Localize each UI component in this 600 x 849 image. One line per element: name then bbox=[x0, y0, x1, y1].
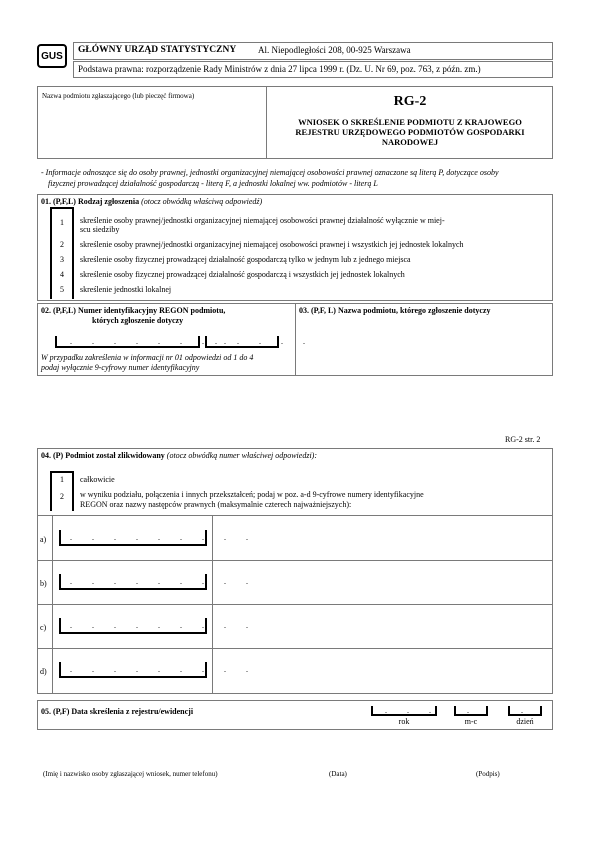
section-05-title: 05. (P,F) Data skreślenia z rejestru/ewidencji bbox=[41, 707, 194, 716]
option-01-2-number[interactable]: 2 bbox=[60, 240, 64, 249]
date-month-label: m-c bbox=[464, 717, 478, 726]
section-01-bracket-top bbox=[50, 207, 74, 209]
option-01-1-text2: scu siedziby bbox=[80, 225, 120, 234]
section-04-hint: (otocz obwódką numer właściwej odpowiedzi): bbox=[166, 451, 317, 460]
successor-c-name-field[interactable] bbox=[213, 605, 552, 648]
date-day-dots: . bbox=[521, 706, 532, 715]
section-04-title: 04. (P) Podmiot został zlikwidowany bbox=[41, 451, 165, 460]
option-01-4-number[interactable]: 4 bbox=[60, 270, 64, 279]
section-01-title: 01. (P,F,L) Rodzaj zgłoszenia bbox=[41, 197, 140, 206]
option-01-1-text: skreślenie osoby prawnej/jednostki organizacyjnej niemającej osobowości prawnej działalność wyłącznie w miej- bbox=[80, 216, 445, 225]
info-note-line2: fizycznej prowadzącej działalność gospodarczą - literą F, a jednostki lokalnej ww. podmiotów - literą L bbox=[48, 179, 378, 188]
legal-basis: Podstawa prawna: rozporządzenie Rady Ministrów z dnia 27 lipca 1999 r. (Dz. U. Nr 69, poz. 763, z późn. zm.) bbox=[78, 64, 481, 74]
section-01-hint: (otocz obwódką właściwą odpowiedź) bbox=[141, 197, 263, 206]
option-01-3-text: skreślenie osoby fizycznej prowadzącej działalność gospodarczą tylko w jednym lub z jednego miejsca bbox=[80, 255, 411, 264]
gus-logo-text: GUS bbox=[41, 50, 63, 62]
successor-a-dots: . . . . . . . . . bbox=[70, 533, 257, 542]
date-year-label: rok bbox=[398, 717, 410, 726]
date-year-dots: . . . bbox=[385, 706, 440, 715]
signature-date-label: (Data) bbox=[329, 770, 347, 778]
section-02-title1: 02. (P,F,L) Numer identyfikacyjny REGON podmiotu, bbox=[41, 306, 226, 315]
option-04-2-text2: REGON oraz nazwy następców prawnych (maksymalnie czterech najważniejszych): bbox=[80, 500, 352, 509]
section-02-title2: których zgłoszenie dotyczy bbox=[92, 316, 184, 325]
option-01-2-text: skreślenie osoby prawnej/jednostki organizacyjnej niemającej osobowości prawnej i wszystkich jej jednostek lokalnych bbox=[80, 240, 464, 249]
option-01-4-text: skreślenie osoby fizycznej prowadzącej działalność gospodarczą i wszystkich jej jednostek lokalnych bbox=[80, 270, 405, 279]
form-code: RG-2 bbox=[393, 94, 427, 109]
office-name: GŁÓWNY URZĄD STATYSTYCZNY bbox=[78, 45, 237, 55]
date-month-dots: . bbox=[467, 706, 478, 715]
stamp-label: Nazwa podmiotu zgłaszającego (lub pieczęć firmowa) bbox=[42, 92, 195, 100]
gus-logo bbox=[37, 44, 67, 68]
option-04-1-number[interactable]: 1 bbox=[60, 475, 64, 484]
form-title: WNIOSEK O SKREŚLENIE PODMIOTU Z KRAJOWEGO REJESTRU URZĘDOWEGO PODMIOTÓW GOSPODARKI NARODOWEJ bbox=[295, 117, 525, 147]
section-04-bracket-top bbox=[50, 471, 74, 473]
successor-a-name-field[interactable] bbox=[213, 516, 552, 560]
section-02-note2: podaj wyłącznie 9-cyfrowy numer identyfikacyjny bbox=[41, 363, 200, 372]
successor-a-label: a) bbox=[40, 535, 47, 544]
successor-b-dots: . . . . . . . . . bbox=[70, 577, 257, 586]
date-day-label: dzień bbox=[516, 717, 534, 726]
option-01-3-number[interactable]: 3 bbox=[60, 255, 64, 264]
section-01-header bbox=[41, 197, 262, 206]
option-01-5-number[interactable]: 5 bbox=[60, 285, 64, 294]
successor-d-dots: . . . . . . . . . bbox=[70, 665, 257, 674]
office-address: Al. Niepodległości 208, 00-925 Warszawa bbox=[258, 45, 411, 55]
regon-field-01-dots: . . . . . . . . bbox=[70, 337, 235, 346]
successor-b-name-field[interactable] bbox=[213, 561, 552, 604]
successor-d-label: d) bbox=[40, 667, 47, 676]
signature-person-label: (Imię i nazwisko osoby zgłaszającej wniosek, numer telefonu) bbox=[43, 770, 218, 778]
option-01-1-number[interactable]: 1 bbox=[60, 218, 64, 227]
signature-sign-label: (Podpis) bbox=[476, 770, 500, 778]
regon-field-02-dots: . . . . . bbox=[215, 337, 314, 346]
successor-c-label: c) bbox=[40, 623, 47, 632]
section-04-header bbox=[41, 451, 317, 460]
option-04-1-text: całkowicie bbox=[80, 475, 115, 484]
page-2-label: RG-2 str. 2 bbox=[505, 435, 541, 444]
section-02-note1: W przypadku zakreślenia w informacji nr 01 odpowiedzi od 1 do 4 bbox=[41, 353, 254, 362]
successor-b-label: b) bbox=[40, 579, 47, 588]
info-note-line1: - Informacje odnoszące się do osoby prawnej, jednostki organizacyjnej niemającej osobowości prawnej oznaczone są literą P, dotyczące osoby bbox=[41, 168, 499, 177]
option-04-2-number[interactable]: 2 bbox=[60, 492, 64, 501]
option-04-2-text: w wyniku podziału, połączenia i innych przekształceń; podaj w poz. a-d 9-cyfrowe numery identyfikacyjne bbox=[80, 490, 424, 499]
successor-d-name-field[interactable] bbox=[213, 649, 552, 693]
section-03-title: 03. (P,F, L) Nazwa podmiotu, którego zgłoszenie dotyczy bbox=[299, 306, 491, 315]
successor-c-dots: . . . . . . . . . bbox=[70, 621, 257, 630]
option-01-5-text: skreślenie jednostki lokalnej bbox=[80, 285, 172, 294]
